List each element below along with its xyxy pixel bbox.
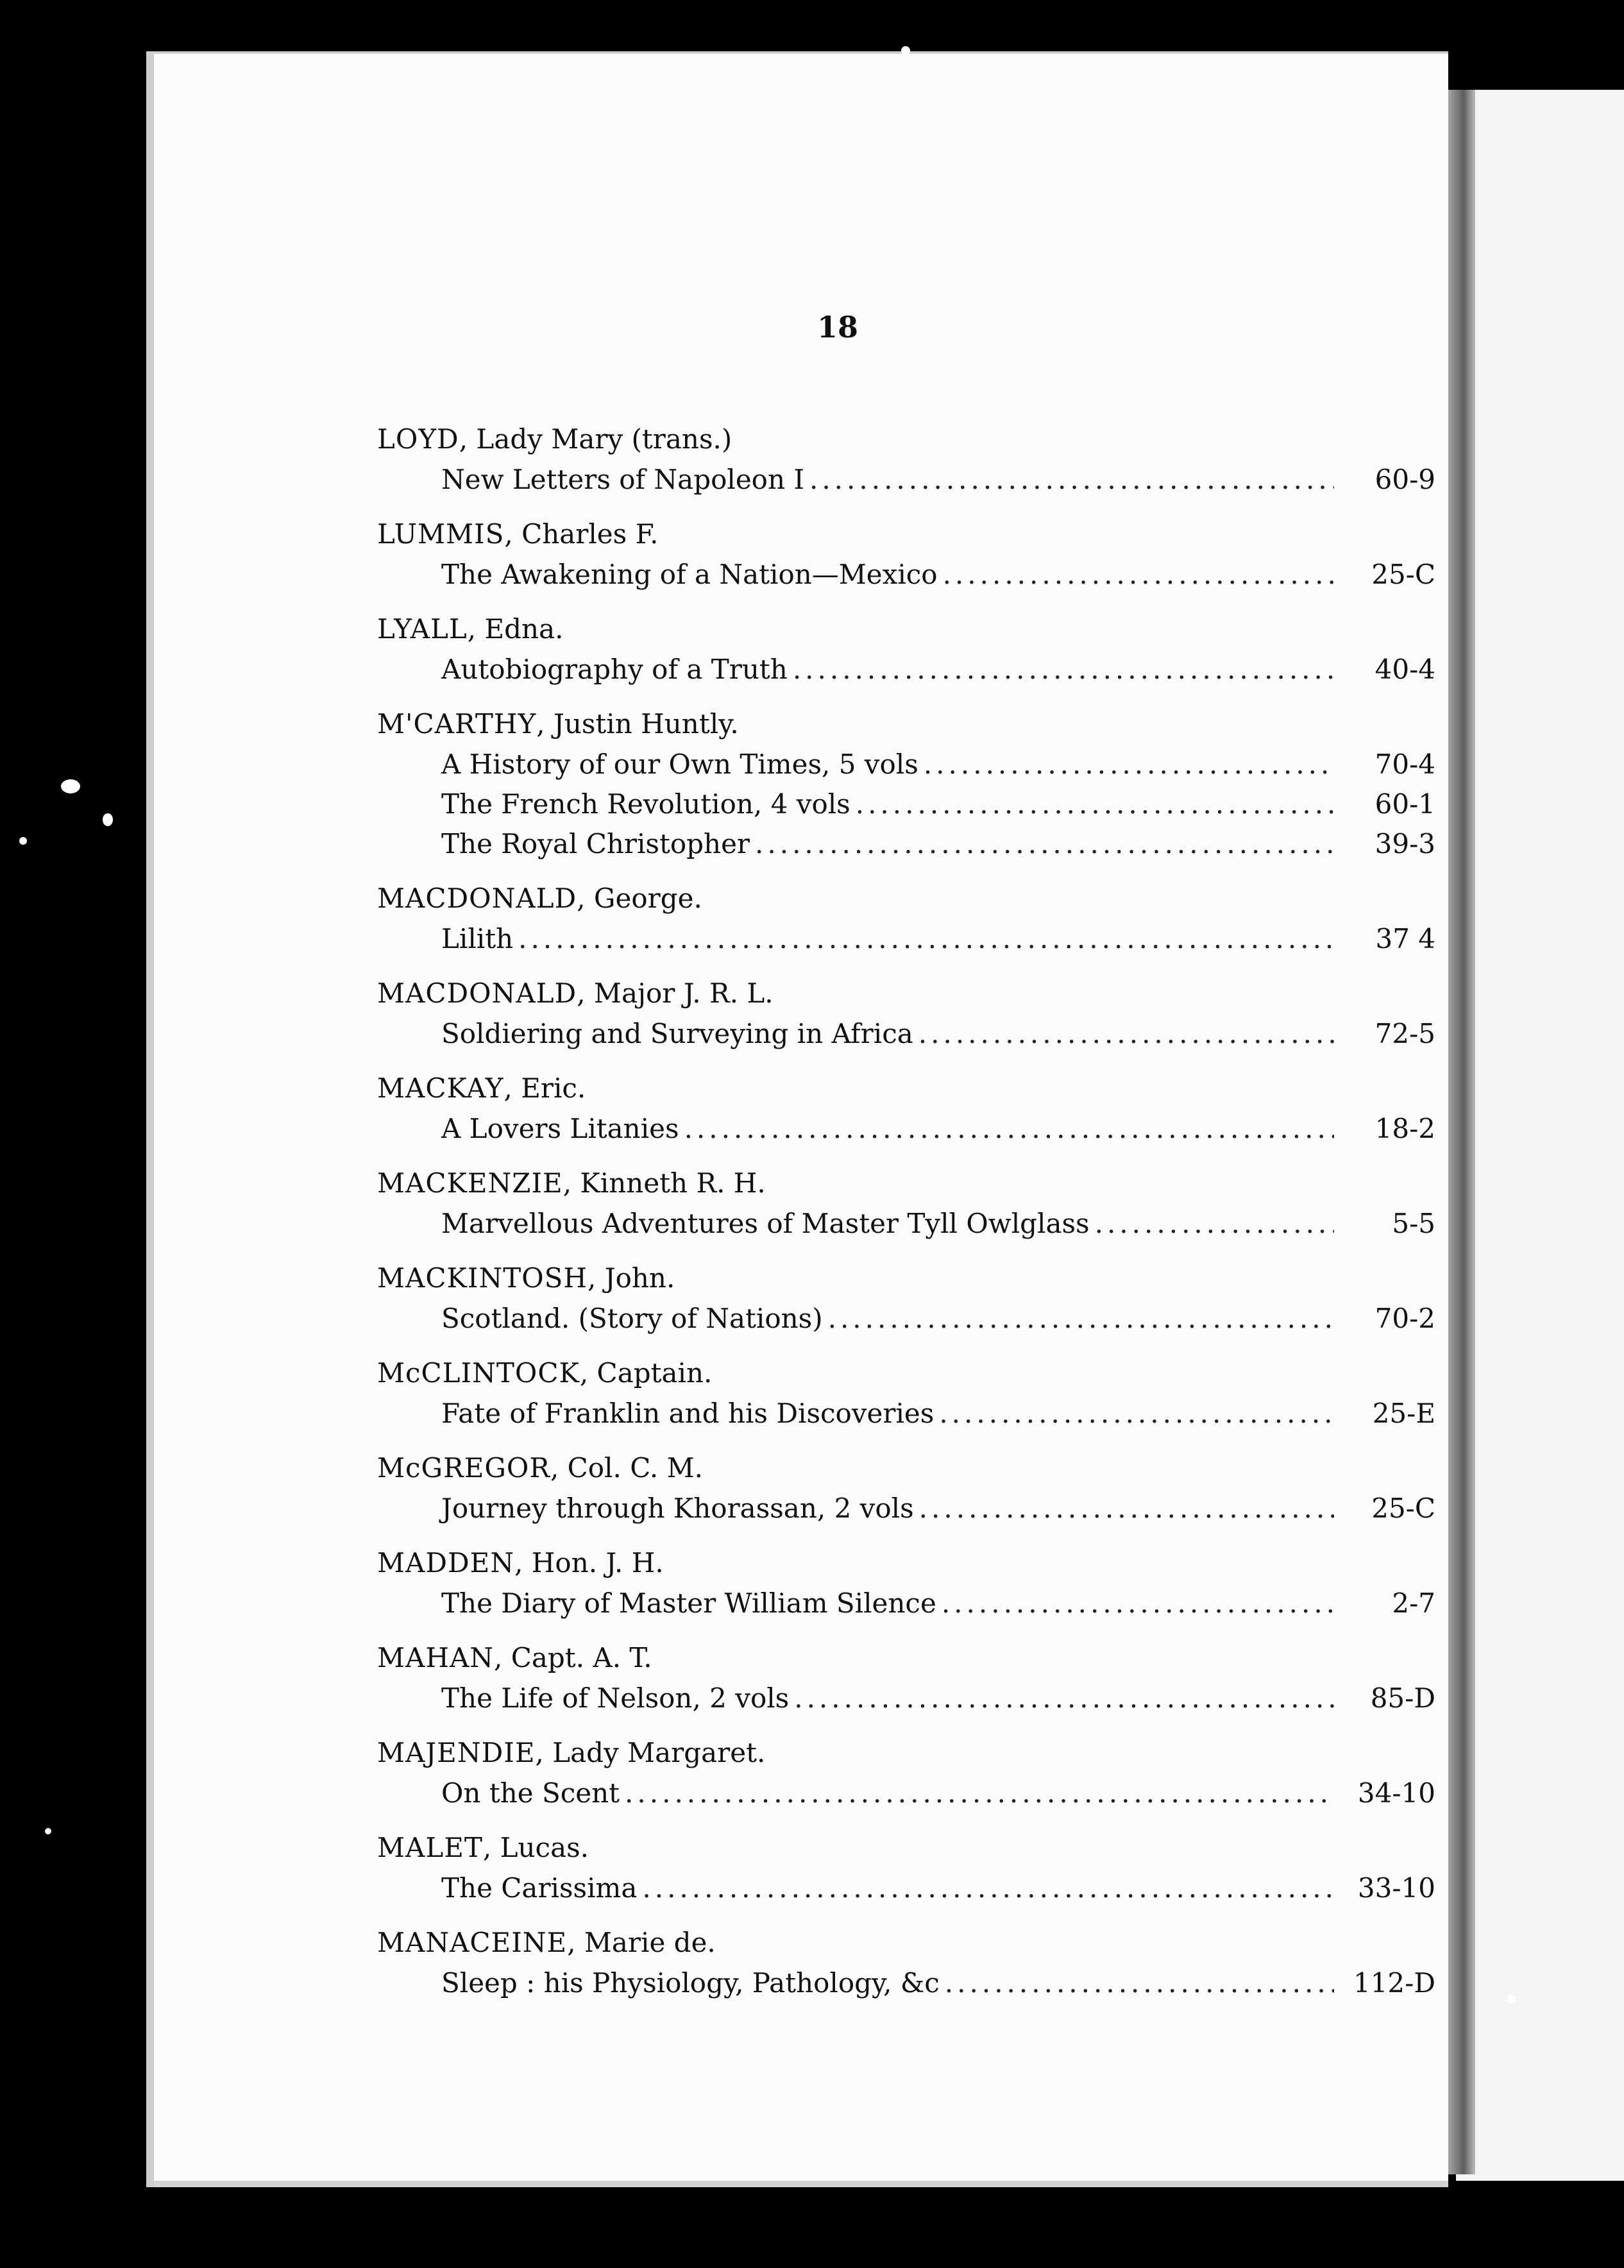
author-line [377, 1164, 1435, 1205]
shelf-mark: 34-10 [1357, 1777, 1435, 1809]
dot-leader [856, 785, 1334, 824]
author-given-names: , Lucas. [482, 1832, 589, 1863]
author-given-names: , Edna. [467, 613, 564, 645]
author-given-names: , George. [577, 883, 702, 914]
dot-leader [924, 745, 1334, 784]
catalog-entry [377, 1258, 1435, 1339]
book-title: Lilith [441, 923, 514, 954]
catalog-entry [377, 1828, 1435, 1909]
author-given-names: , Captain. [579, 1357, 713, 1389]
book-title: Soldiering and Surveying in Africa [441, 1018, 913, 1049]
book-title-row [377, 1110, 1435, 1149]
catalog-entries [377, 419, 1435, 2018]
author-line [377, 879, 1435, 920]
author-surname: LUMMIS [377, 518, 505, 550]
dot-leader [793, 650, 1334, 689]
book-title: Journey through Khorassan, 2 vols [441, 1493, 914, 1524]
facing-page-edge [1456, 90, 1624, 2181]
author-surname: MACKINTOSH [377, 1262, 588, 1294]
dot-leader [684, 1110, 1334, 1148]
book-title: The Diary of Master William Silence [441, 1587, 936, 1619]
book-title: On the Scent [441, 1777, 620, 1809]
book-title: The French Revolution, 4 vols [441, 788, 850, 820]
author-surname: MACKENZIE [377, 1167, 563, 1199]
catalog-entry [377, 514, 1435, 595]
author-line [377, 514, 1435, 555]
catalog-entry [377, 974, 1435, 1054]
shelf-mark: 72-5 [1374, 1018, 1435, 1049]
dot-leader [918, 1015, 1334, 1053]
author-line [377, 1353, 1435, 1394]
author-surname: McCLINTOCK [377, 1357, 580, 1389]
shelf-mark: 37 4 [1375, 923, 1435, 954]
author-line [377, 1733, 1435, 1774]
author-surname: MACDONALD [377, 883, 577, 914]
dot-leader [794, 1679, 1334, 1718]
author-surname: MAHAN [377, 1642, 495, 1673]
dot-leader [642, 1869, 1334, 1908]
page-number: 18 [816, 310, 858, 344]
book-title-row [377, 920, 1435, 960]
shelf-mark: 112-D [1353, 1967, 1435, 1999]
catalog-entry [377, 1733, 1435, 1814]
author-given-names: , Marie de. [567, 1927, 716, 1958]
book-title-row [377, 1394, 1435, 1434]
dust-speck [1507, 1995, 1516, 2004]
book-title-row [377, 1774, 1435, 1814]
author-line [377, 419, 1435, 461]
catalog-entry [377, 1069, 1435, 1149]
dot-leader [943, 555, 1334, 594]
book-title-row [377, 1489, 1435, 1529]
shelf-mark: 70-4 [1374, 749, 1435, 780]
author-surname: MANACEINE [377, 1927, 568, 1958]
author-given-names: , Justin Huntly. [536, 708, 739, 740]
author-line [377, 1069, 1435, 1110]
catalog-entry [377, 1923, 1435, 2004]
catalog-page [146, 51, 1448, 2187]
author-given-names: , Hon. J. H. [514, 1547, 664, 1578]
dot-leader [518, 920, 1334, 958]
book-title: Scotland. (Story of Nations) [441, 1303, 823, 1334]
book-title-row [377, 461, 1435, 500]
book-title-row [377, 1015, 1435, 1054]
dot-leader [942, 1584, 1334, 1623]
book-title-row [377, 1869, 1435, 1909]
author-line [377, 1448, 1435, 1489]
catalog-entry [377, 1164, 1435, 1244]
author-given-names: , Major J. R. L. [577, 977, 774, 1009]
book-title: Fate of Franklin and his Discoveries [441, 1398, 935, 1429]
dot-leader [1095, 1205, 1334, 1243]
book-title: The Life of Nelson, 2 vols [441, 1682, 790, 1714]
catalog-entry [377, 1448, 1435, 1529]
shelf-mark: 85-D [1370, 1682, 1435, 1714]
author-surname: McGREGOR [377, 1452, 550, 1484]
author-surname: MAJENDIE [377, 1737, 536, 1768]
book-title-row [377, 1679, 1435, 1719]
author-surname: M'CARTHY [377, 708, 537, 740]
book-title-row [377, 650, 1435, 690]
catalog-entry [377, 1543, 1435, 1624]
dot-leader [939, 1394, 1334, 1433]
author-given-names: , Capt. A. T. [494, 1642, 652, 1673]
book-title-row [377, 825, 1435, 865]
book-title: Autobiography of a Truth [441, 654, 788, 685]
author-surname: MADDEN [377, 1547, 515, 1578]
dot-leader [945, 1964, 1334, 2002]
author-line [377, 1258, 1435, 1299]
shelf-mark: 39-3 [1374, 828, 1435, 859]
shelf-mark: 33-10 [1357, 1872, 1435, 1904]
author-given-names: , Charles F. [504, 518, 659, 550]
book-title: A Lovers Litanies [441, 1113, 679, 1144]
shelf-mark: 60-9 [1374, 464, 1435, 495]
dot-leader [809, 461, 1334, 499]
shelf-mark: 18-2 [1374, 1113, 1435, 1144]
author-surname: MACKAY [377, 1072, 504, 1104]
dust-speck [19, 837, 27, 845]
catalog-entry [377, 879, 1435, 960]
dust-speck [45, 1828, 51, 1834]
shelf-mark: 5-5 [1392, 1208, 1435, 1239]
author-given-names: , Lady Mary (trans.) [459, 423, 732, 455]
author-line [377, 1923, 1435, 1964]
book-title: The Royal Christopher [441, 828, 750, 859]
author-surname: MACDONALD [377, 977, 577, 1009]
shelf-mark: 40-4 [1374, 654, 1435, 685]
catalog-entry [377, 1353, 1435, 1434]
author-given-names: , Eric. [503, 1072, 586, 1104]
author-given-names: , John. [588, 1262, 675, 1294]
book-title-row [377, 785, 1435, 825]
dot-leader [625, 1774, 1334, 1813]
dot-leader [755, 825, 1334, 863]
shelf-mark: 60-1 [1374, 788, 1435, 820]
author-line [377, 974, 1435, 1015]
shelf-mark: 25-C [1371, 559, 1435, 590]
book-title-row [377, 1584, 1435, 1624]
shelf-mark: 25-C [1371, 1493, 1435, 1524]
dust-speck [61, 779, 80, 793]
author-line [377, 609, 1435, 650]
author-line [377, 1638, 1435, 1679]
shelf-mark: 2-7 [1392, 1587, 1435, 1619]
catalog-entry [377, 419, 1435, 500]
book-title-row [377, 1205, 1435, 1244]
book-title-row [377, 555, 1435, 595]
author-surname: MALET [377, 1832, 483, 1863]
author-given-names: , Lady Margaret. [535, 1737, 766, 1768]
book-title: A History of our Own Times, 5 vols [441, 749, 918, 780]
dust-speck [901, 46, 910, 55]
book-title: The Carissima [441, 1872, 638, 1904]
book-title-row [377, 1964, 1435, 2004]
author-surname: LYALL [377, 613, 468, 645]
author-given-names: , Col. C. M. [550, 1452, 703, 1484]
author-line [377, 1828, 1435, 1869]
dust-speck [103, 813, 113, 826]
book-title-row [377, 1299, 1435, 1339]
author-line [377, 704, 1435, 745]
dot-leader [828, 1299, 1334, 1338]
shelf-mark: 70-2 [1374, 1303, 1435, 1334]
book-title-row [377, 745, 1435, 785]
catalog-entry [377, 704, 1435, 865]
author-given-names: , Kinneth R. H. [562, 1167, 766, 1199]
author-line [377, 1543, 1435, 1584]
book-title: Marvellous Adventures of Master Tyll Owlglass [441, 1208, 1090, 1239]
shelf-mark: 25-E [1372, 1398, 1435, 1429]
book-title: The Awakening of a Nation—Mexico [441, 559, 938, 590]
dot-leader [919, 1489, 1334, 1528]
catalog-entry [377, 1638, 1435, 1719]
author-surname: LOYD [377, 423, 459, 455]
book-title: Sleep : his Physiology, Pathology, &c [441, 1967, 940, 1999]
book-title: New Letters of Napoleon I [441, 464, 804, 495]
catalog-entry [377, 609, 1435, 690]
